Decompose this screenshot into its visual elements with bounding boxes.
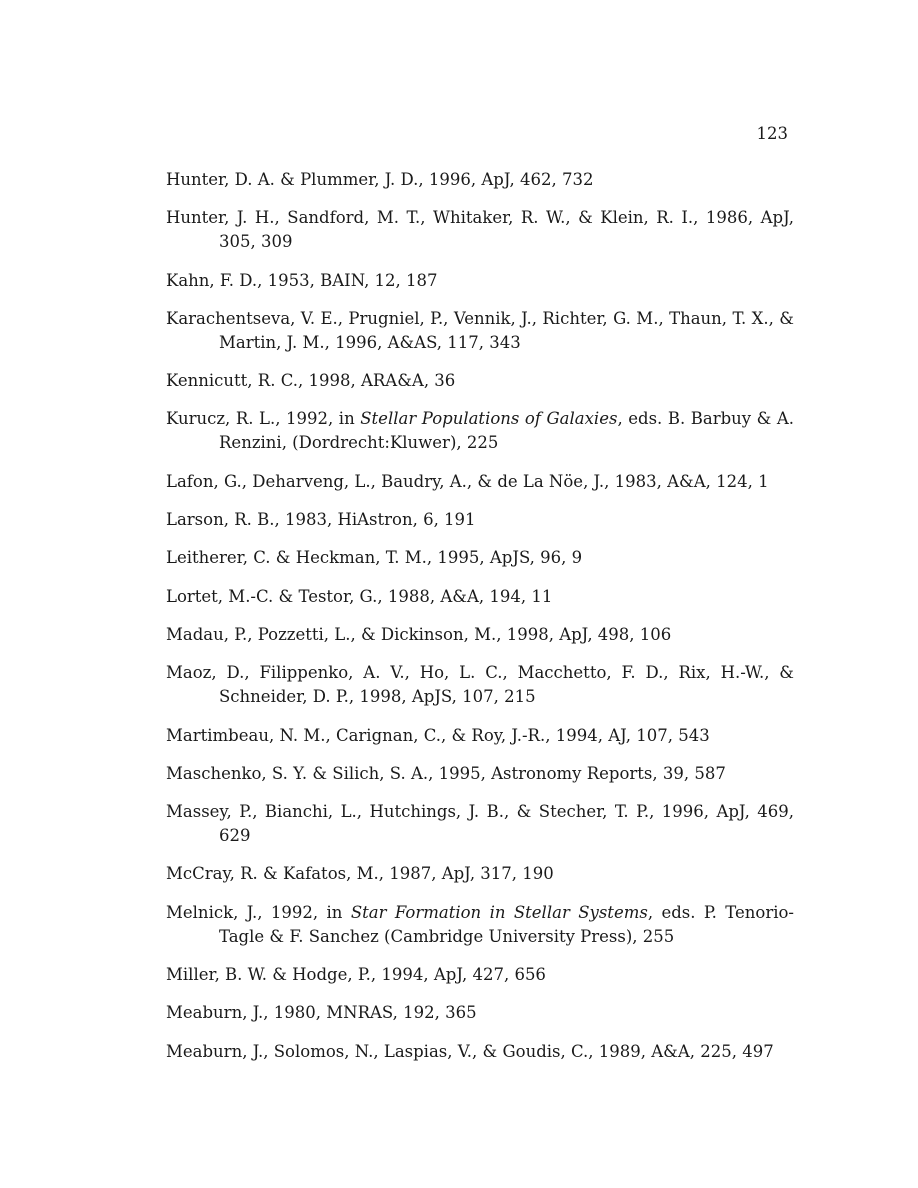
reference-entry: Leitherer, C. & Heckman, T. M., 1995, ApJS, 96, 9 xyxy=(166,548,583,568)
reference-entry: Melnick, J., 1992, in Star Formation in Stellar Systems, eds. P. Tenorio-Tagle & F. Sanchez (Cambridge University Press), 255 xyxy=(166,902,794,946)
reference-list xyxy=(166,168,794,1078)
reference-entry: McCray, R. & Kafatos, M., 1987, ApJ, 317, 190 xyxy=(166,864,554,884)
reference-entry: Kennicutt, R. C., 1998, ARA&A, 36 xyxy=(166,371,456,391)
reference-entry: Lortet, M.-C. & Testor, G., 1988, A&A, 194, 11 xyxy=(166,586,553,606)
reference-entry: Lafon, G., Deharveng, L., Baudry, A., & de La Nöe, J., 1983, A&A, 124, 1 xyxy=(166,471,769,491)
reference-entry: Hunter, J. H., Sandford, M. T., Whitaker, R. W., & Klein, R. I., 1986, ApJ, 305, 309 xyxy=(166,208,794,252)
reference-entry: Massey, P., Bianchi, L., Hutchings, J. B., & Stecher, T. P., 1996, ApJ, 469, 629 xyxy=(166,802,794,846)
reference-entry: Meaburn, J., Solomos, N., Laspias, V., & Goudis, C., 1989, A&A, 225, 497 xyxy=(166,1041,774,1061)
reference-entry: Madau, P., Pozzetti, L., & Dickinson, M., 1998, ApJ, 498, 106 xyxy=(166,624,672,644)
reference-entry: Hunter, D. A. & Plummer, J. D., 1996, ApJ, 462, 732 xyxy=(166,170,594,189)
reference-entry: Kahn, F. D., 1953, BAIN, 12, 187 xyxy=(166,270,438,290)
reference-entry: Martimbeau, N. M., Carignan, C., & Roy, J.-R., 1994, AJ, 107, 543 xyxy=(166,725,710,745)
book-title: Star Formation in Stellar Systems xyxy=(350,902,648,922)
reference-entry: Maoz, D., Filippenko, A. V., Ho, L. C., Macchetto, F. D., Rix, H.-W., & Schneider, D. P., 1998, ApJS, 107, 215 xyxy=(166,663,794,707)
book-title: Stellar Populations of Galaxies xyxy=(360,409,618,429)
reference-entry: Meaburn, J., 1980, MNRAS, 192, 365 xyxy=(166,1003,477,1023)
reference-entry: Maschenko, S. Y. & Silich, S. A., 1995, Astronomy Reports, 39, 587 xyxy=(166,763,726,783)
reference-entry: Kurucz, R. L., 1992, in Stellar Populations of Galaxies, eds. B. Barbuy & A. Renzini, (Dordrecht:Kluwer), 225 xyxy=(166,409,795,453)
reference-entry: Karachentseva, V. E., Prugniel, P., Vennik, J., Richter, G. M., Thaun, T. X., & Martin, J. M., 1996, A&AS, 117, 343 xyxy=(166,308,794,352)
reference-entry: Miller, B. W. & Hodge, P., 1994, ApJ, 427, 656 xyxy=(166,965,546,985)
page-number: 123 xyxy=(756,124,788,143)
reference-entry: Larson, R. B., 1983, HiAstron, 6, 191 xyxy=(166,510,476,530)
